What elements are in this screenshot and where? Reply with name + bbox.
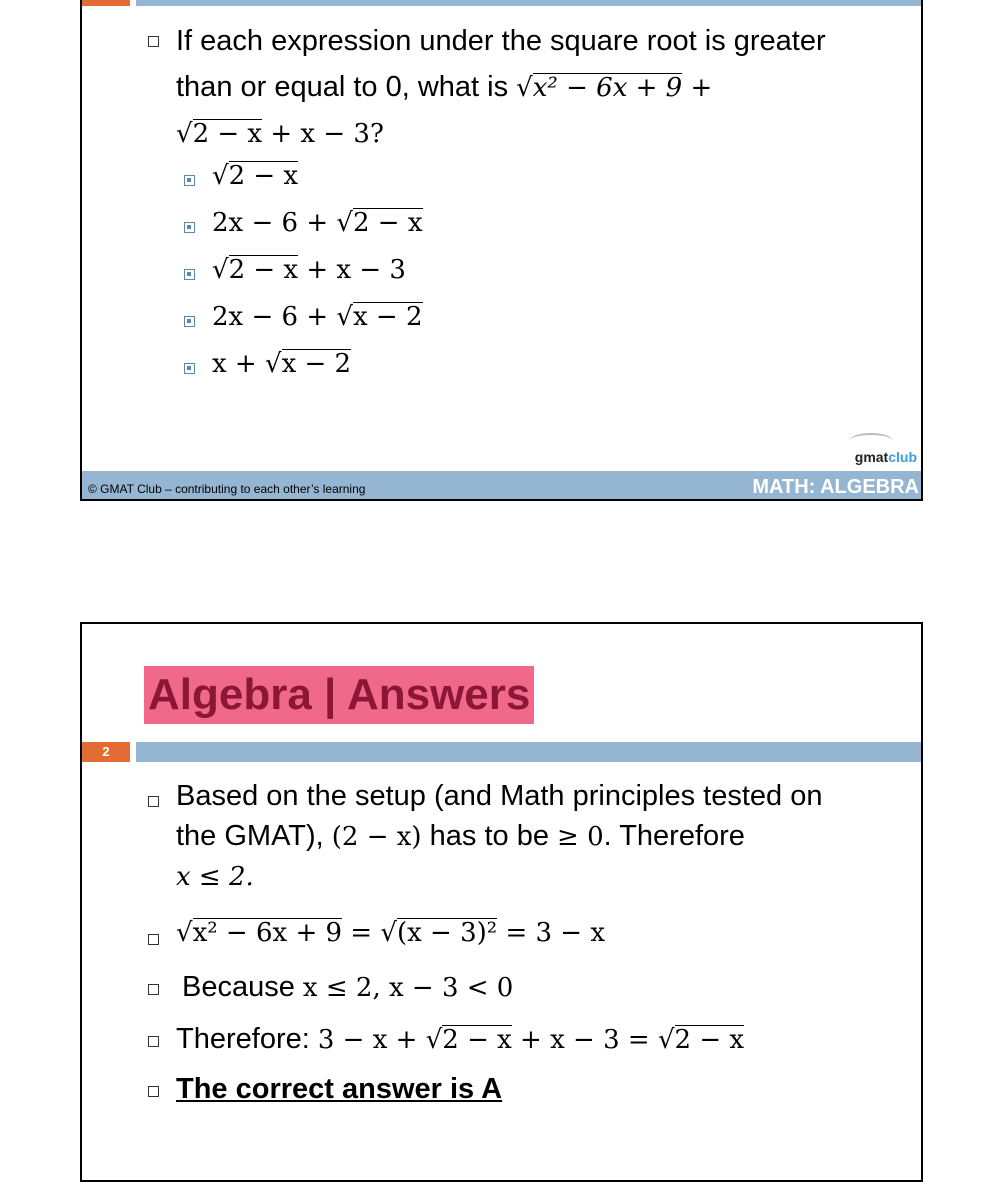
slide-question: [80, 0, 923, 501]
question-line-2-text: than or equal to 0, what is: [176, 71, 509, 103]
option-b-math: [212, 208, 423, 238]
b4-mid: + x − 3 =: [511, 1025, 658, 1055]
question-text: [176, 18, 906, 157]
radicand-2: 2 − x: [192, 119, 263, 149]
option-e-math: [212, 349, 351, 379]
b4-radicand-2: 2 − x: [674, 1025, 745, 1055]
gmatclub-logo: [855, 449, 917, 465]
option-a-radicand: 2 − x: [228, 161, 299, 191]
question-expression-1: [516, 73, 712, 103]
copyright-text: © GMAT Club – contributing to each other’s learning: [88, 482, 366, 496]
bullet-square-icon: [148, 1086, 159, 1097]
b4-radicand-1: 2 − x: [442, 1025, 512, 1055]
slide-answers: [80, 622, 923, 1182]
option-c-radicand: 2 − x: [228, 255, 299, 285]
logo-gmat: gmat: [854, 449, 889, 465]
sqrt-icon: √: [212, 255, 229, 285]
bullet-square-icon: [148, 984, 159, 995]
section-label: MATH: ALGEBRA: [752, 476, 919, 498]
question-line-3: [176, 111, 906, 157]
b1-math-d: ≥ 0: [557, 822, 604, 852]
sub-bullet-icon: [184, 175, 195, 186]
slide-header-bar: [136, 0, 921, 6]
b4-math: [318, 1025, 744, 1055]
logo-club: club: [888, 449, 917, 465]
logo-arc-icon: [849, 433, 893, 449]
question-expression-tail: + x − 3?: [262, 119, 384, 149]
slide-number-tab: [82, 0, 130, 6]
b4-text: Therefore:: [176, 1023, 318, 1055]
b1-math-b: (2 − x): [331, 822, 422, 852]
option-b-pre: 2x − 6 +: [212, 208, 337, 238]
bullet-square-icon: [148, 1036, 159, 1047]
slide-footer: [82, 471, 921, 499]
option-d-radicand: x − 2: [352, 302, 423, 332]
b2-math: [176, 918, 605, 948]
sqrt-icon: √: [657, 1025, 675, 1055]
b2-tail: = 3 − x: [497, 918, 606, 948]
option-e-radicand: x − 2: [281, 349, 352, 379]
b1-line-2: [176, 816, 906, 857]
b4-pre: 3 − x +: [317, 1025, 426, 1055]
sub-bullet-icon: [184, 269, 195, 280]
b2-radicand-1: x² − 6x + 9: [192, 918, 343, 948]
b1-text-a: the GMAT),: [176, 820, 332, 852]
sqrt-icon: √: [336, 302, 353, 332]
bullet-square-icon: [148, 796, 159, 807]
option-e-pre: x +: [212, 349, 265, 379]
b1-line-1: Based on the setup (and Math principles tested on: [176, 780, 823, 812]
sqrt-icon: √: [380, 918, 397, 948]
sub-bullet-icon: [184, 363, 195, 374]
option-d-pre: 2x − 6 +: [212, 302, 337, 332]
question-line-1: If each expression under the square root is greater: [176, 25, 826, 57]
option-b-radicand: 2 − x: [352, 208, 423, 238]
sqrt-icon: √: [176, 119, 193, 149]
sqrt-icon: √: [212, 161, 229, 191]
option-c-post: + x − 3: [298, 255, 406, 285]
b1-line-3: x ≤ 2.: [176, 862, 254, 892]
question-line-2: [176, 64, 906, 111]
b4-line: [176, 1016, 744, 1063]
plus-sign: +: [690, 73, 713, 103]
option-c-math: [212, 255, 406, 285]
slide-title: Algebra | Answers: [144, 666, 534, 724]
sub-bullet-icon: [184, 316, 195, 327]
option-d-math: [212, 302, 423, 332]
radicand-1: x² − 6x + 9: [532, 73, 683, 103]
sqrt-icon: √: [176, 918, 193, 948]
b3-line: [182, 964, 513, 1011]
bullet-square-icon: [148, 934, 159, 945]
b3-math: x ≤ 2, x − 3 < 0: [302, 973, 514, 1003]
sqrt-icon: √: [264, 349, 282, 379]
correct-answer-text: The correct answer is A: [176, 1073, 503, 1105]
b2-equals: =: [342, 918, 381, 948]
sqrt-icon: √: [516, 73, 533, 103]
sqrt-icon: √: [425, 1025, 443, 1055]
sqrt-icon: √: [336, 208, 353, 238]
bullet-square-icon: [148, 36, 159, 47]
option-a-math: [212, 161, 298, 191]
b1-text-c: has to be: [421, 820, 558, 852]
slide-number-tab: 2: [82, 742, 130, 762]
b3-text: Because: [182, 971, 303, 1003]
sub-bullet-icon: [184, 222, 195, 233]
answer-bullet-1-text: [176, 776, 906, 897]
slide-header-bar: [136, 742, 921, 762]
b1-text-e: . Therefore: [603, 820, 745, 852]
b2-radicand-2: (x − 3)²: [396, 918, 498, 948]
